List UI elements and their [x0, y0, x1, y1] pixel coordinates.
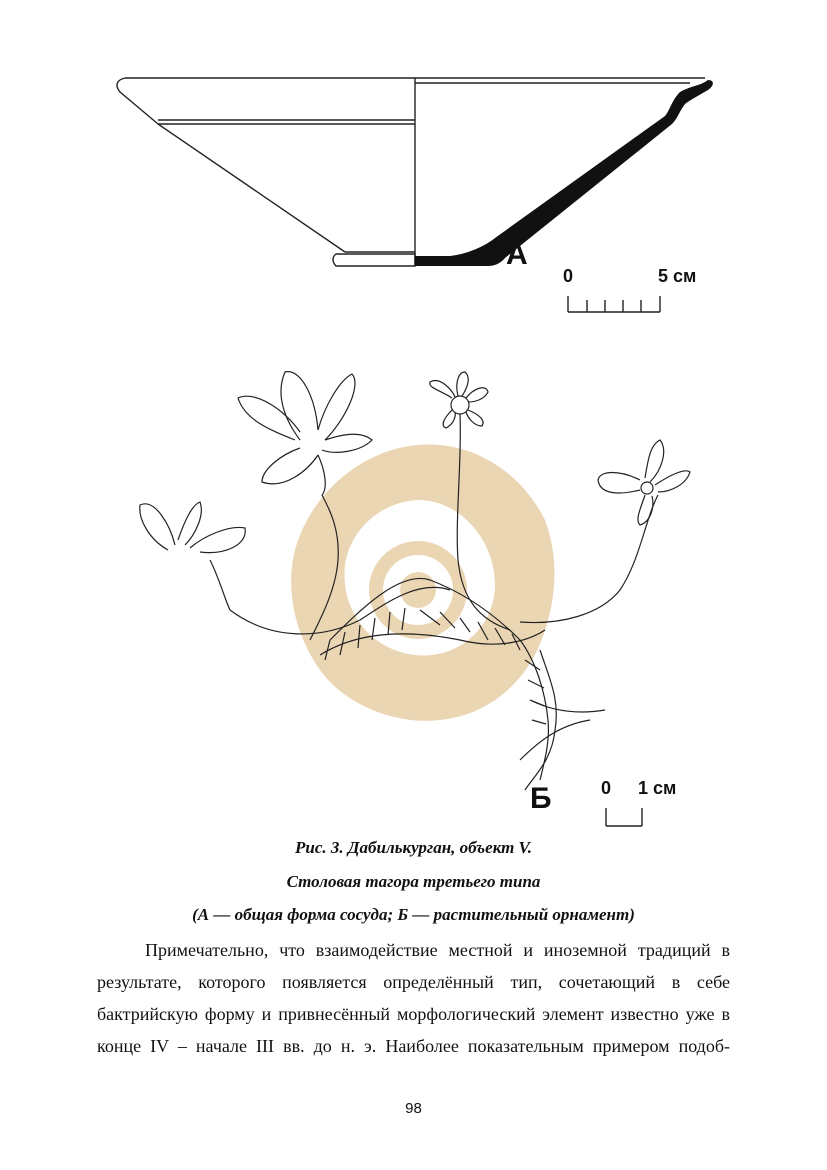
watermark-emblem [291, 444, 554, 720]
body-paragraph: Примечательно, что взаимодействие местной и иноземной традиций в результате, которого появляется определённый тип, сочетающий в себе бактрийскую форму и привнесённый морфологический элемент известно уже в конце IV – начале III вв. до н. э. Наиболее показательным примером подоб- [97, 940, 730, 1056]
scale-bar-b [606, 808, 642, 826]
vessel-profile [117, 78, 705, 266]
label-a: А [506, 238, 528, 271]
caption-line-2: Столовая тагора третьего типа [286, 872, 541, 891]
page-number: 98 [405, 1100, 422, 1117]
caption-line-3: (А — общая форма сосуда; Б — растительный орнамент) [192, 905, 635, 924]
scale-a-max: 5 см [658, 266, 697, 286]
scale-b-max: 1 см [638, 778, 677, 798]
scale-a-zero: 0 [563, 266, 574, 286]
scale-bar-a [568, 296, 660, 312]
scale-b-zero: 0 [601, 778, 612, 798]
vessel-section [415, 80, 713, 266]
caption-line-1: Рис. 3. Дабилькурган, объект V. [295, 838, 532, 857]
label-b: Б [530, 782, 552, 815]
body-text [97, 934, 730, 1062]
